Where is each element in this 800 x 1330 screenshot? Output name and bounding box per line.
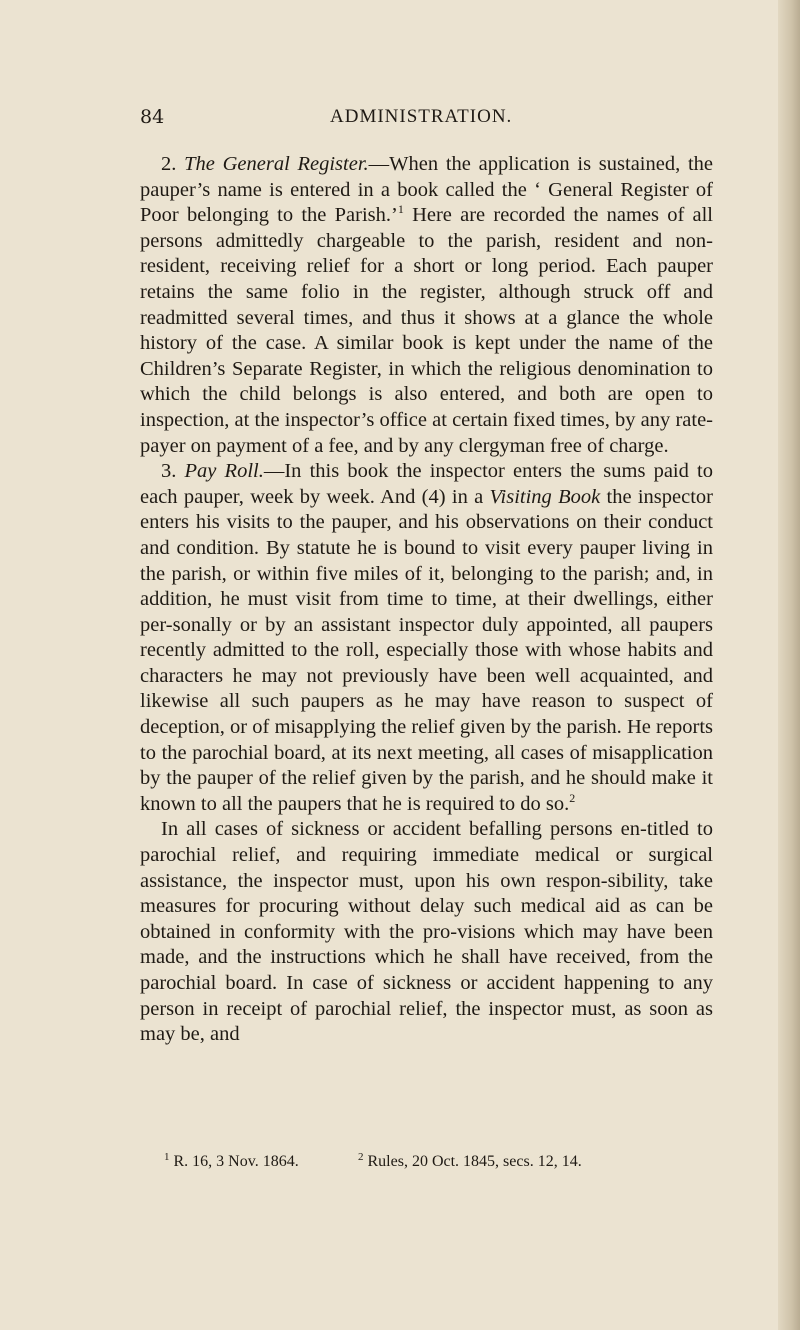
section-number: 2. — [161, 153, 185, 175]
paragraph-text: —When the application is sustained, the pauper’s name is entered in a book called the ‘ General Register of Poor belonging to the Parish.’ — [140, 153, 713, 227]
paragraph-text: the inspector enters his visits to the pauper, and his observations on their conduct and condition. By statute he is bound to visit every pauper living in the parish, or within five miles of it, belonging to the parish; and, in addition, he must visit from time to time, at their dwellings, either per-sonally or by an assistant inspector duly appointed, all paupers recently admitted to the roll, especially those with whose habits and characters he may not previously have been well acquainted, and likewise all such paupers as he may have reason to suspect of deception, or of misapplying the relief given by the parish. He reports to the parochial board, at its next meeting, all cases of misapplication by the pauper of the relief given by the parish, and he should make it known to all the paupers that he is required to do so. — [140, 485, 713, 815]
footnote — [358, 1152, 582, 1172]
paragraph-text: In all cases of sickness or accident befalling persons en-titled to parochial relief, and requiring immediate medical or surgical assistance, the inspector must, upon his own respon-sibility, take measures for procuring without delay such medical aid as can be obtained in conformity with the pro-visions which may have been made, and the instructions which he shall have received, from the parochial board. In case of sickness or accident happening to any person in receipt of parochial relief, the inspector must, as soon as may be, and — [140, 818, 713, 1046]
footnote-ref: 1 — [397, 202, 404, 217]
running-title: ADMINISTRATION. — [330, 106, 513, 127]
paragraph-pay-roll — [140, 459, 713, 817]
section-heading: Pay Roll. — [184, 460, 264, 483]
paragraph-general-register — [140, 152, 713, 459]
footnote-mark: 2 — [358, 1150, 364, 1163]
footnote-mark: 1 — [164, 1150, 170, 1163]
section-number: 3. — [161, 460, 185, 483]
footnote-text: R. 16, 3 Nov. 1864. — [173, 1153, 299, 1170]
footnote — [164, 1152, 299, 1172]
book-page — [140, 0, 730, 1330]
paragraph-text: Here are recorded the names of all persons admittedly chargeable to the parish, resident and non-resident, receiving relief for a short or long period. Each pauper retains the same folio in the register, although struck off and readmitted several times, and thus it shows at a glance the whole history of the case. A similar book is kept under the name of the Children’s Separate Register, in which the religious denomination to which the child belongs is also entered, and both are open to inspection, at the inspector’s office at certain fixed times, by any rate-payer on payment of a fee, and by any clergyman free of charge. — [140, 204, 713, 457]
paragraph-sickness — [140, 817, 713, 1047]
footnote-text: Rules, 20 Oct. 1845, secs. 12, 14. — [367, 1153, 582, 1170]
section-heading: Visiting Book — [489, 485, 601, 508]
section-heading: The General Register. — [184, 153, 369, 175]
running-head — [140, 106, 700, 136]
page-number: 84 — [140, 106, 165, 128]
paragraph-text: —In this book the inspector enters the sums paid to each pauper, week by week. And (4) in a — [140, 460, 713, 508]
body-text — [140, 152, 713, 1048]
footnote-ref: 2 — [569, 791, 576, 806]
page-edge — [778, 0, 800, 1330]
